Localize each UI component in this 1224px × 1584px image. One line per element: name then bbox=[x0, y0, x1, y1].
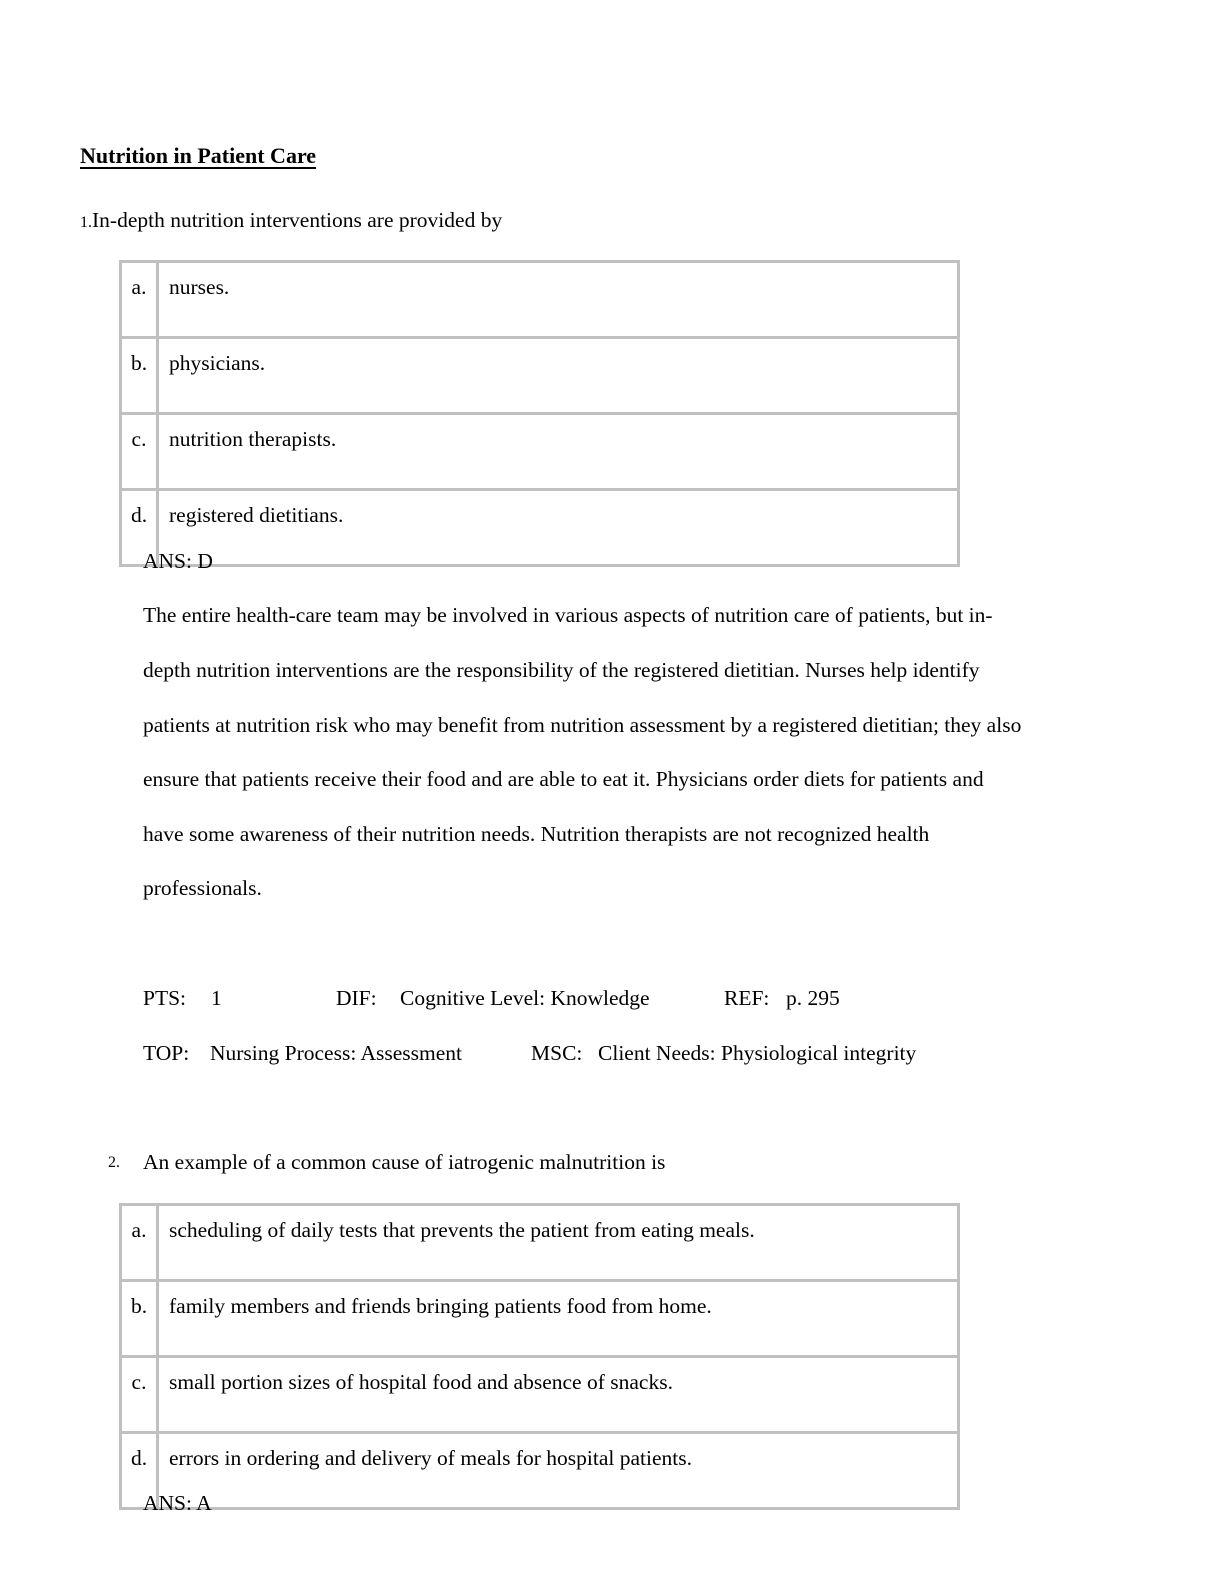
choice-letter: c. bbox=[121, 414, 158, 490]
choice-row bbox=[121, 1281, 959, 1357]
question-2-choices-table bbox=[119, 1203, 960, 1510]
question-number: 1. bbox=[80, 214, 92, 231]
choice-letter: d. bbox=[121, 490, 158, 566]
choice-letter: c. bbox=[121, 1357, 158, 1433]
ref-label: REF: bbox=[724, 986, 770, 1010]
choice-letter: b. bbox=[121, 1281, 158, 1357]
question-1-stem-line bbox=[80, 208, 502, 233]
question-stem: In-depth nutrition interventions are provided by bbox=[92, 208, 503, 232]
question-2-answer: ANS: A bbox=[143, 1491, 212, 1515]
choice-letter: a. bbox=[121, 1205, 158, 1281]
dif-value: Cognitive Level: Knowledge bbox=[400, 986, 650, 1010]
msc-label: MSC: bbox=[531, 1041, 583, 1065]
question-stem: An example of a common cause of iatrogenic malnutrition is bbox=[143, 1150, 666, 1174]
choice-row bbox=[121, 414, 959, 490]
choice-text: family members and friends bringing patients food from home. bbox=[158, 1281, 959, 1357]
rationale-line: depth nutrition interventions are the responsibility of the registered dietitian. Nurses help identify bbox=[143, 658, 980, 682]
choice-text: errors in ordering and delivery of meals for hospital patients. bbox=[158, 1433, 959, 1509]
question-1-choices-table bbox=[119, 260, 960, 567]
choice-row bbox=[121, 1205, 959, 1281]
choice-row bbox=[121, 490, 959, 566]
choice-letter: d. bbox=[121, 1433, 158, 1509]
dif-label: DIF: bbox=[336, 986, 377, 1010]
rationale-line: patients at nutrition risk who may benefit from nutrition assessment by a registered dietitian; they also bbox=[143, 713, 1022, 737]
rationale-line: The entire health-care team may be involved in various aspects of nutrition care of patients, but in- bbox=[143, 603, 993, 627]
top-value: Nursing Process: Assessment bbox=[210, 1041, 463, 1065]
choice-letter: b. bbox=[121, 338, 158, 414]
choice-row bbox=[121, 338, 959, 414]
choice-text: small portion sizes of hospital food and absence of snacks. bbox=[158, 1357, 959, 1433]
choice-row bbox=[121, 1433, 959, 1509]
rationale-line: ensure that patients receive their food and are able to eat it. Physicians order diets for patients and bbox=[143, 767, 984, 791]
question-number: 2. bbox=[108, 1154, 120, 1171]
choice-letter: a. bbox=[121, 262, 158, 338]
pts-label: PTS: bbox=[143, 986, 187, 1010]
rationale-line: have some awareness of their nutrition needs. Nutrition therapists are not recognized health bbox=[143, 822, 930, 846]
question-1-answer: ANS: D bbox=[143, 549, 213, 573]
choice-text: scheduling of daily tests that prevents the patient from eating meals. bbox=[158, 1205, 959, 1281]
choice-row bbox=[121, 262, 959, 338]
rationale-line: professionals. bbox=[143, 876, 262, 900]
choice-row bbox=[121, 1357, 959, 1433]
choice-text: nutrition therapists. bbox=[158, 414, 959, 490]
document-title: Nutrition in Patient Care bbox=[80, 143, 317, 168]
msc-value: Client Needs: Physiological integrity bbox=[598, 1041, 917, 1065]
choice-text: registered dietitians. bbox=[158, 490, 959, 566]
ref-value: p. 295 bbox=[786, 986, 840, 1010]
top-label: TOP: bbox=[143, 1041, 190, 1065]
choice-text: physicians. bbox=[158, 338, 959, 414]
pts-value: 1 bbox=[211, 986, 222, 1010]
choice-text: nurses. bbox=[158, 262, 959, 338]
